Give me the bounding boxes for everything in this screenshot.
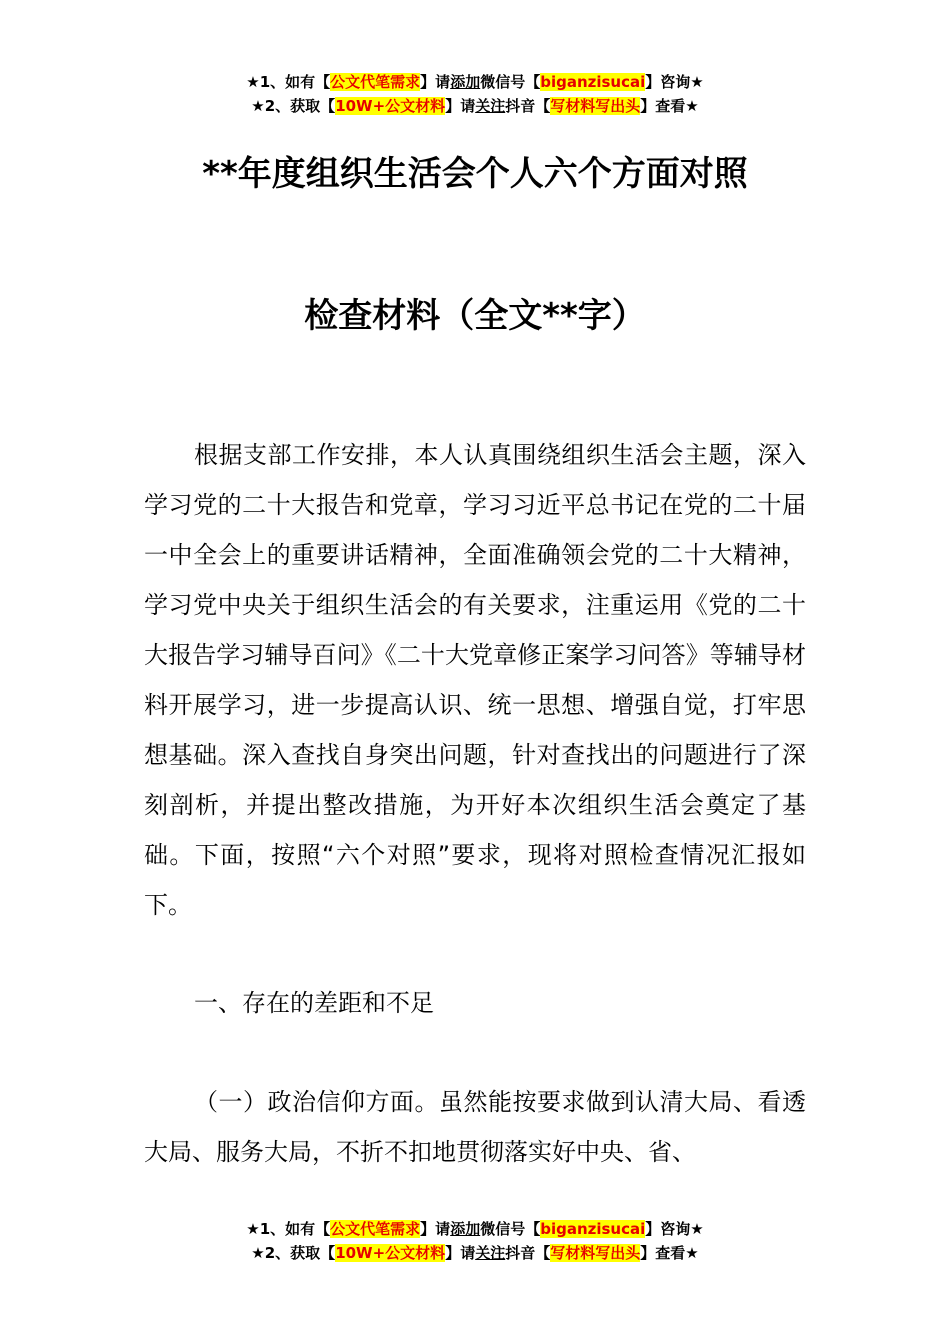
document-title-line-2: 检查材料（全文**字） bbox=[304, 296, 646, 336]
footer-banner bbox=[0, 1217, 950, 1265]
banner-text: 】查看★ bbox=[640, 97, 699, 115]
banner-text: 】查看★ bbox=[640, 1244, 699, 1262]
banner-highlight: 公文代笔需求 bbox=[330, 1220, 421, 1238]
banner-text: 抖音【 bbox=[505, 97, 551, 115]
banner-line-2 bbox=[0, 94, 950, 118]
banner-underlined: 关注 bbox=[475, 1244, 506, 1262]
banner-text: 】咨询★ bbox=[645, 73, 704, 91]
banner-underlined: 关注 bbox=[475, 97, 506, 115]
banner-text: ★1、如有【 bbox=[246, 1220, 331, 1238]
banner-text: 抖音【 bbox=[505, 1244, 551, 1262]
banner-text: 微信号【 bbox=[480, 73, 541, 91]
header-banner bbox=[0, 70, 950, 118]
intro-paragraph: 根据支部工作安排，本人认真围绕组织生活会主题，深入学习党的二十大报告和党章，学习习近平总书记在党的二十届一中全会上的重要讲话精神，全面准确领会党的二十大精神，学习党中央关于组织生活会的有关要求，注重运用《党的二十大报告学习辅导百问》《二十大党章修正案学习问答》等辅导材料开展学习，进一步提高认识、统一思想、增强自觉，打牢思想基础。深入查找自身突出问题，针对查找出的问题进行了深刻剖析，并提出整改措施，为开好本次组织生活会奠定了基础。下面，按照“六个对照”要求，现将对照检查情况汇报如下。 bbox=[144, 441, 806, 919]
banner-text: 】请 bbox=[445, 97, 476, 115]
banner-highlight: 写材料写出头 bbox=[550, 1244, 641, 1262]
banner-highlight: 10W+公文材料 bbox=[335, 97, 446, 115]
banner-text: ★2、获取【 bbox=[251, 97, 336, 115]
banner-underlined: 添加 bbox=[450, 73, 481, 91]
banner-highlight: 公文代笔需求 bbox=[330, 73, 421, 91]
banner-line-2 bbox=[0, 1241, 950, 1265]
banner-line-1 bbox=[0, 70, 950, 94]
banner-text: 微信号【 bbox=[480, 1220, 541, 1238]
banner-highlight: biganzisucai bbox=[540, 73, 646, 91]
section-paragraph: （一）政治信仰方面。虽然能按要求做到认清大局、看透大局、服务大局，不折不扣地贯彻落实好中央、省、 bbox=[144, 1088, 806, 1166]
document-title-line-1: **年度组织生活会个人六个方面对照 bbox=[202, 154, 748, 194]
banner-highlight: 10W+公文材料 bbox=[335, 1244, 446, 1262]
banner-text: 】请 bbox=[420, 1220, 451, 1238]
banner-highlight: biganzisucai bbox=[540, 1220, 646, 1238]
banner-underlined: 添加 bbox=[450, 1220, 481, 1238]
banner-text: ★1、如有【 bbox=[246, 73, 331, 91]
banner-text: ★2、获取【 bbox=[251, 1244, 336, 1262]
banner-text: 】请 bbox=[445, 1244, 476, 1262]
banner-text: 】咨询★ bbox=[645, 1220, 704, 1238]
section-heading: 一、存在的差距和不足 bbox=[194, 989, 434, 1017]
banner-text: 】请 bbox=[420, 73, 451, 91]
banner-line-1 bbox=[0, 1217, 950, 1241]
banner-highlight: 写材料写出头 bbox=[550, 97, 641, 115]
